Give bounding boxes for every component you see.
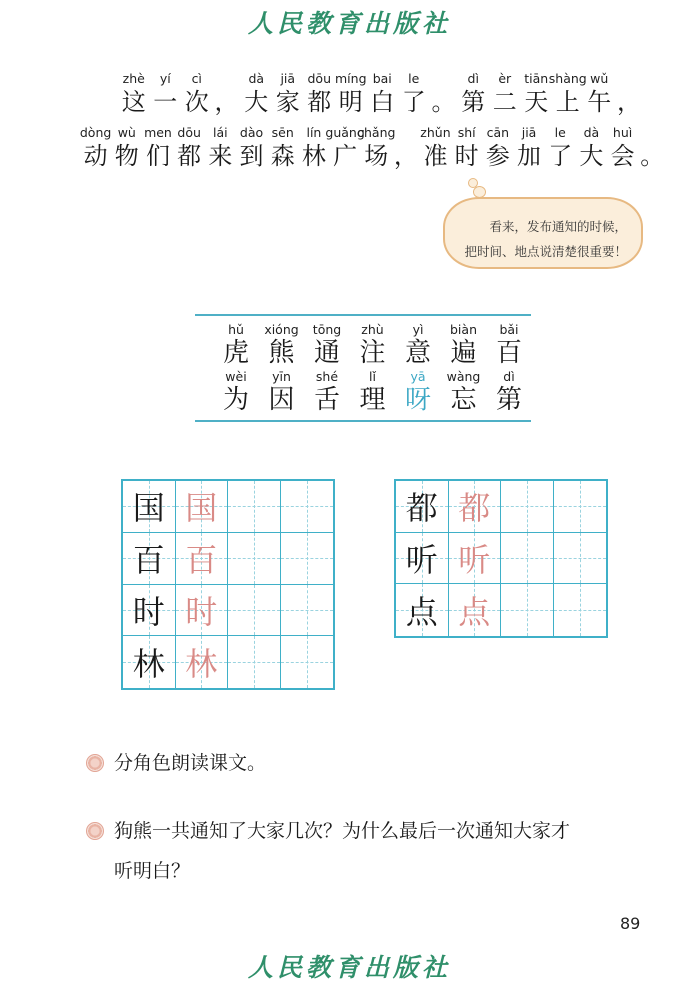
writing-cell <box>123 636 176 688</box>
pinyin-character <box>521 70 553 117</box>
vocab-word <box>487 368 531 415</box>
pinyin: zhè <box>122 71 145 86</box>
writing-cell <box>176 585 229 637</box>
vocab-pinyin: yā <box>410 369 426 384</box>
hanzi: 准 <box>423 142 448 170</box>
punctuation: 。 <box>431 88 456 116</box>
text-line-2 <box>80 124 666 171</box>
pinyin: bai <box>372 71 392 86</box>
hanzi: 明 <box>338 88 363 116</box>
trace-character: 时 <box>185 592 218 631</box>
hanzi: 都 <box>307 88 332 116</box>
vocab-pinyin: yīn <box>272 369 291 384</box>
vocab-pinyin: shé <box>315 369 339 384</box>
hanzi: 上 <box>555 88 580 116</box>
bubble-line-2: 把时间、地点说清楚很重要！ <box>464 244 627 259</box>
hanzi: 都 <box>177 142 202 170</box>
pinyin: shàng <box>548 71 587 86</box>
hanzi: 动 <box>83 142 108 170</box>
pinyin-character <box>482 124 513 171</box>
pinyin: cì <box>191 71 202 86</box>
model-character: 听 <box>405 540 438 579</box>
vocab-hanzi: 虎 <box>222 338 249 368</box>
hanzi: 们 <box>145 142 170 170</box>
vocab-pinyin: yì <box>412 322 424 337</box>
writing-cell <box>449 481 502 533</box>
pinyin: tiān <box>524 71 549 86</box>
hanzi: 会 <box>610 142 635 170</box>
pinyin-character <box>335 70 367 117</box>
vocab-pinyin: wèi <box>225 369 247 384</box>
pinyin-character <box>174 124 205 171</box>
pinyin: guǎng <box>325 125 365 140</box>
vocab-word <box>351 368 395 415</box>
trace-character: 都 <box>458 489 491 528</box>
pinyin: le <box>408 71 420 86</box>
vocab-word <box>396 321 440 368</box>
vocab-rule-bottom <box>195 420 531 422</box>
pinyin-character <box>607 124 638 171</box>
vocab-hanzi: 呀 <box>404 385 431 415</box>
hanzi: 参 <box>485 142 510 170</box>
writing-cell <box>554 533 607 585</box>
vocab-word <box>214 321 258 368</box>
model-character: 国 <box>132 489 165 528</box>
punctuation: 。 <box>640 142 665 170</box>
pinyin-character <box>267 124 298 171</box>
pinyin-character <box>241 70 273 117</box>
hanzi: 广 <box>333 142 358 170</box>
pinyin-character <box>142 124 173 171</box>
pinyin-character <box>205 124 236 171</box>
pinyin-character <box>458 70 490 117</box>
hanzi: 天 <box>524 88 549 116</box>
exercise-2-line-2: 听明白？ <box>114 860 191 882</box>
model-character: 时 <box>132 592 165 631</box>
writing-cell <box>281 533 334 585</box>
hanzi: 时 <box>454 142 479 170</box>
vocab-word <box>214 368 258 415</box>
writing-cell <box>123 585 176 637</box>
vocab-pinyin: biàn <box>450 322 477 337</box>
pinyin: sēn <box>271 125 294 140</box>
pinyin-character <box>513 124 544 171</box>
pinyin-character <box>489 70 521 117</box>
pinyin-character <box>576 124 607 171</box>
writing-cell <box>501 584 554 636</box>
trace-character: 点 <box>458 593 491 632</box>
hanzi: 物 <box>114 142 139 170</box>
writing-cell <box>228 585 281 637</box>
vocab-word <box>305 321 349 368</box>
pinyin-character <box>584 70 616 117</box>
hanzi: 加 <box>517 142 542 170</box>
writing-cell <box>176 481 229 533</box>
pinyin-character <box>80 124 111 171</box>
pinyin: shí <box>457 125 476 140</box>
writing-cell <box>449 584 502 636</box>
vocab-hanzi: 遍 <box>450 338 477 368</box>
exercise-1: 分角色朗读课文。 <box>114 752 267 774</box>
punctuation: ， <box>617 88 641 116</box>
hanzi: 白 <box>370 88 395 116</box>
pinyin: cān <box>486 125 510 140</box>
pinyin-character <box>236 124 267 171</box>
writing-cell <box>396 533 449 585</box>
writing-cell <box>281 636 334 688</box>
pinyin: dào <box>239 125 264 140</box>
vocab-hanzi: 通 <box>313 338 340 368</box>
pinyin: yí <box>159 71 171 86</box>
pinyin-character <box>181 70 213 117</box>
vocab-rule-top <box>195 314 531 316</box>
hanzi: 了 <box>548 142 573 170</box>
pinyin-character <box>545 124 576 171</box>
vocab-hanzi: 理 <box>359 385 386 415</box>
model-character: 林 <box>132 645 165 684</box>
writing-cell <box>396 584 449 636</box>
text-line-1 <box>118 70 643 117</box>
vocab-word <box>351 321 395 368</box>
vocab-pinyin: zhù <box>361 322 384 337</box>
vocab-word <box>305 368 349 415</box>
vocab-word <box>487 321 531 368</box>
pinyin-character <box>150 70 182 117</box>
pinyin: huì <box>612 125 633 140</box>
vocab-hanzi: 意 <box>404 338 431 368</box>
hanzi: 森 <box>270 142 295 170</box>
writing-cell <box>176 533 229 585</box>
pinyin: èr <box>498 71 512 86</box>
hanzi: 这 <box>121 88 146 116</box>
vocab-hanzi: 忘 <box>450 385 477 415</box>
pinyin: zhǔn <box>420 125 451 140</box>
vocab-word <box>260 321 304 368</box>
pinyin: jiā <box>280 71 296 86</box>
writing-cell <box>554 481 607 533</box>
exercise-2-line-1: 狗熊一共通知了大家几次？为什么最后一次通知大家才 <box>114 820 571 842</box>
vocab-word <box>260 368 304 415</box>
model-character: 都 <box>405 489 438 528</box>
pinyin: lái <box>213 125 228 140</box>
hanzi: 了 <box>401 88 426 116</box>
writing-cell <box>501 533 554 585</box>
vocab-pinyin: bǎi <box>499 322 519 337</box>
writing-cell <box>554 584 607 636</box>
vocab-hanzi: 熊 <box>268 338 295 368</box>
model-character: 百 <box>132 541 165 580</box>
pinyin: chǎng <box>357 125 396 140</box>
hanzi: 第 <box>461 88 486 116</box>
pinyin-character <box>111 124 142 171</box>
pinyin-character <box>548 70 587 117</box>
writing-cell <box>123 481 176 533</box>
exercise-bullet-icon-2 <box>86 822 104 840</box>
pinyin-character <box>420 124 451 171</box>
punctuation: ， <box>214 88 239 116</box>
pinyin: wǔ <box>590 71 609 86</box>
vocab-word <box>396 368 440 415</box>
vocab-hanzi: 因 <box>268 385 295 415</box>
writing-grid-right <box>394 479 608 638</box>
trace-character: 听 <box>458 540 491 579</box>
pinyin: jiā <box>521 125 537 140</box>
pinyin-character <box>398 70 430 117</box>
pinyin: dì <box>467 71 479 86</box>
pinyin: wù <box>117 125 136 140</box>
pinyin: le <box>554 125 566 140</box>
pinyin-character <box>451 124 482 171</box>
pinyin-character <box>367 70 399 117</box>
hanzi: 来 <box>208 142 233 170</box>
vocab-pinyin: lǐ <box>369 369 376 384</box>
pinyin: dòng <box>79 125 112 140</box>
vocab-pinyin: wàng <box>446 369 481 384</box>
pinyin-character <box>304 70 336 117</box>
page-number: 89 <box>620 914 641 933</box>
vocab-hanzi: 百 <box>495 338 522 368</box>
pinyin-character <box>272 70 304 117</box>
vocab-pinyin: dì <box>503 369 515 384</box>
bubble-line-1: 看来，发布通知的时候， <box>489 219 627 234</box>
hanzi: 一 <box>153 88 178 116</box>
pinyin-character <box>118 70 150 117</box>
hanzi: 大 <box>579 142 604 170</box>
vocab-hanzi: 舌 <box>313 385 340 415</box>
vocab-hanzi: 第 <box>495 385 522 415</box>
vocab-pinyin: tōng <box>312 322 342 337</box>
hanzi: 大 <box>244 88 269 116</box>
hanzi: 场 <box>364 142 389 170</box>
punctuation: ， <box>393 142 418 170</box>
writing-cell <box>228 481 281 533</box>
vocab-word <box>442 368 486 415</box>
pinyin: lín <box>306 125 322 140</box>
writing-cell <box>123 533 176 585</box>
exercise-bullet-icon-1 <box>86 754 104 772</box>
writing-cell <box>501 481 554 533</box>
pinyin: dà <box>248 71 265 86</box>
pinyin: dōu <box>177 125 201 140</box>
thought-bubble <box>443 197 643 269</box>
publisher-logo-top: 人民教育出版社 <box>247 9 451 38</box>
vocab-pinyin: hǔ <box>228 322 244 337</box>
trace-character: 林 <box>185 645 218 684</box>
vocab-pinyin: xióng <box>264 322 299 337</box>
writing-cell <box>449 533 502 585</box>
pinyin-character <box>357 124 396 171</box>
hanzi: 二 <box>492 88 517 116</box>
pinyin: míng <box>335 71 367 86</box>
publisher-logo-bottom: 人民教育出版社 <box>247 953 451 982</box>
trace-character: 国 <box>185 489 218 528</box>
pinyin: dōu <box>307 71 331 86</box>
vocab-hanzi: 为 <box>222 385 249 415</box>
writing-cell <box>228 533 281 585</box>
hanzi: 次 <box>184 88 209 116</box>
hanzi: 到 <box>239 142 264 170</box>
model-character: 点 <box>405 593 438 632</box>
writing-grid-left <box>121 479 335 690</box>
writing-cell <box>281 481 334 533</box>
writing-cell <box>396 481 449 533</box>
hanzi: 林 <box>301 142 326 170</box>
pinyin: dà <box>583 125 600 140</box>
pinyin-character <box>325 124 365 171</box>
writing-cell <box>281 585 334 637</box>
trace-character: 百 <box>185 541 218 580</box>
writing-cell <box>176 636 229 688</box>
vocab-word <box>442 321 486 368</box>
hanzi: 午 <box>587 88 612 116</box>
pinyin: men <box>144 125 172 140</box>
hanzi: 家 <box>275 88 300 116</box>
writing-cell <box>228 636 281 688</box>
vocab-hanzi: 注 <box>359 338 386 368</box>
